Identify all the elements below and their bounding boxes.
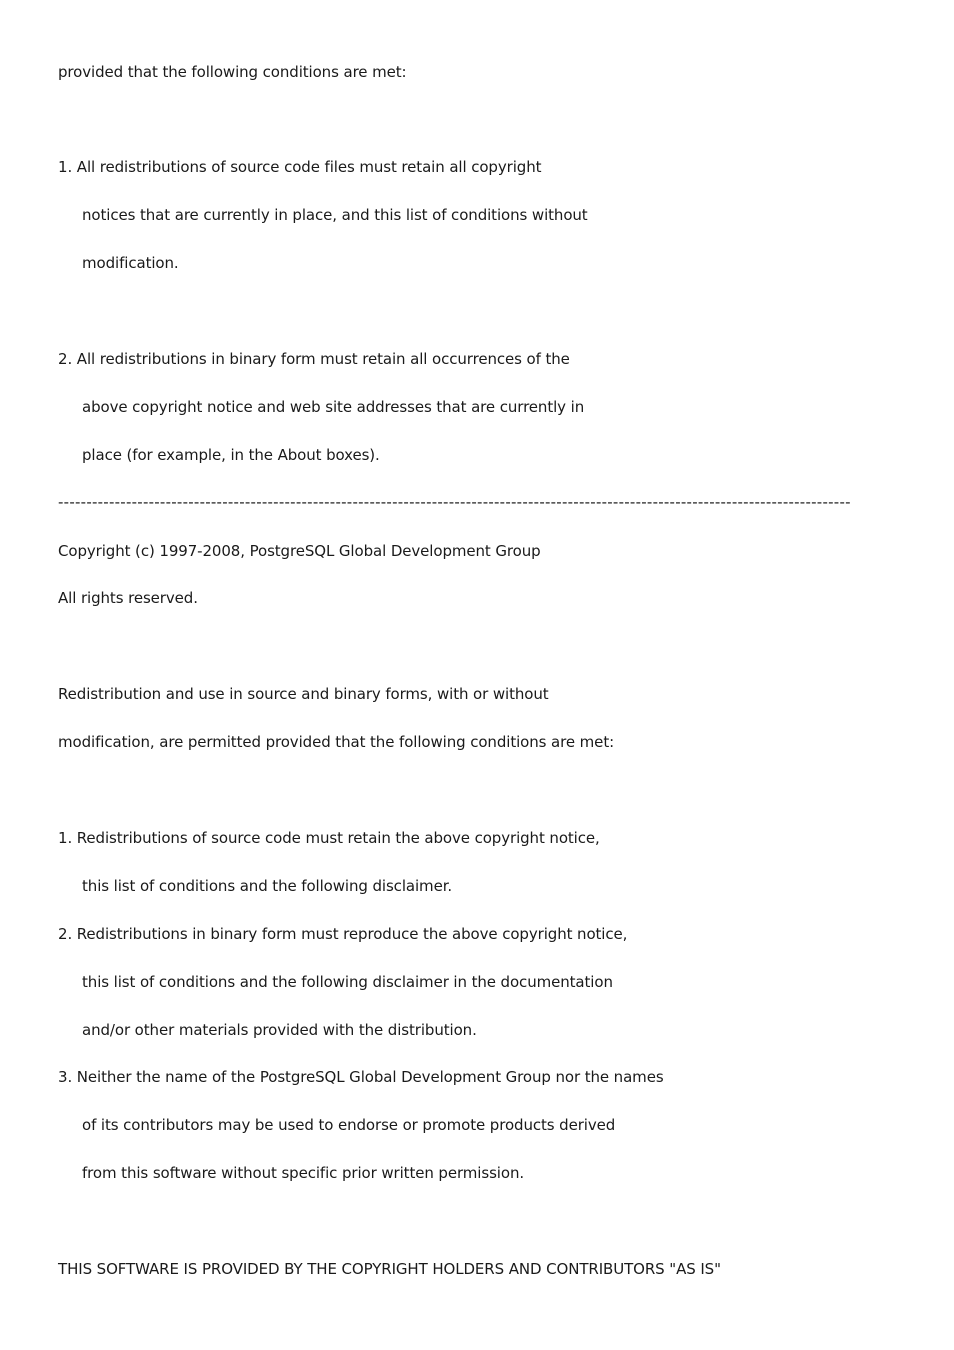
clause-3-line: 3. Neither the name of the PostgreSQL Global Development Group nor the names — [58, 1068, 664, 1086]
condition-1-line: 1. All redistributions of source code files must retain all copyright — [58, 158, 542, 176]
section-divider: -------------------------------------------------------------------------------------------------------------------------------------------- — [58, 493, 851, 511]
clause-2-continuation-line: this list of conditions and the following disclaimer in the documentation — [82, 973, 613, 991]
condition-2-continuation-line: place (for example, in the About boxes). — [82, 446, 380, 464]
disclaimer-line: THIS SOFTWARE IS PROVIDED BY THE COPYRIGHT HOLDERS AND CONTRIBUTORS "AS IS" — [58, 1260, 721, 1278]
redistribution-intro-line: modification, are permitted provided that the following conditions are met: — [58, 733, 615, 751]
condition-1-continuation-line: modification. — [82, 254, 179, 272]
condition-1-continuation-line: notices that are currently in place, and this list of conditions without — [82, 206, 588, 224]
condition-2-line: 2. All redistributions in binary form must retain all occurrences of the — [58, 350, 570, 368]
redistribution-intro-line: Redistribution and use in source and binary forms, with or without — [58, 685, 549, 703]
copyright-notice: Copyright (c) 1997-2008, PostgreSQL Global Development Group — [58, 542, 541, 560]
clause-2-continuation-line: and/or other materials provided with the distribution. — [82, 1021, 477, 1039]
conditions-intro-line: provided that the following conditions are met: — [58, 63, 407, 81]
clause-1-line: 1. Redistributions of source code must retain the above copyright notice, — [58, 829, 600, 847]
rights-reserved: All rights reserved. — [58, 589, 198, 607]
clause-2-line: 2. Redistributions in binary form must reproduce the above copyright notice, — [58, 925, 628, 943]
condition-2-continuation-line: above copyright notice and web site addresses that are currently in — [82, 398, 585, 416]
clause-1-continuation-line: this list of conditions and the following disclaimer. — [82, 877, 453, 895]
clause-3-continuation-line: of its contributors may be used to endorse or promote products derived — [82, 1116, 616, 1134]
clause-3-continuation-line: from this software without specific prior written permission. — [82, 1164, 525, 1182]
